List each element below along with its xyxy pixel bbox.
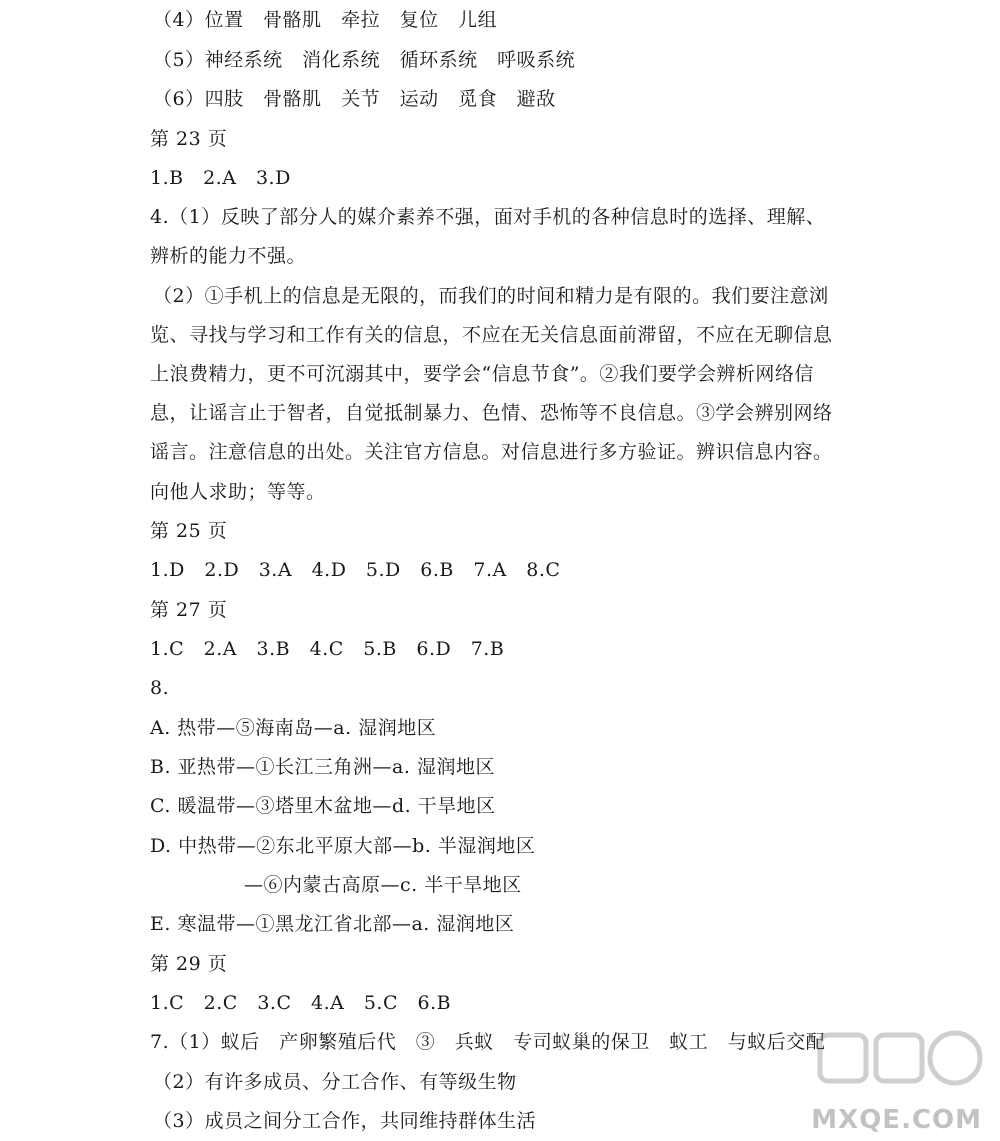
match-row-c: C. 暖温带—③塔里木盆地—d. 干旱地区: [150, 795, 496, 817]
text-line-8: （2）①手机上的信息是无限的，而我们的时间和精力是有限的。我们要注意浏: [153, 285, 829, 307]
section-heading-p25: 第 25 页: [150, 520, 228, 542]
text-line-6: 4.（1）反映了部分人的媒介素养不强，面对手机的各种信息时的选择、理解、: [150, 206, 826, 228]
text-line-2: （5）神经系统 消化系统 循环系统 呼吸系统: [153, 49, 576, 71]
answers-p27: 1.C 2.A 3.B 4.C 5.B 6.D 7.B: [150, 638, 505, 660]
answers-p29: 1.C 2.C 3.C 4.A 5.C 6.B: [150, 992, 452, 1014]
text-line-29: （3）成员之间分工合作，共同维持群体生活: [153, 1110, 537, 1132]
match-row-a: A. 热带—⑤海南岛—a. 湿润地区: [150, 717, 437, 739]
watermark-site-text: MXQE.COM: [811, 1105, 982, 1135]
match-row-e: E. 寒温带—①黑龙江省北部—a. 湿润地区: [150, 913, 515, 935]
text-line-13: 向他人求助；等等。: [150, 481, 326, 503]
section-heading-p29: 第 29 页: [150, 953, 228, 975]
text-line-27: 7.（1）蚁后 产卵繁殖后代 ③ 兵蚁 专司蚁巢的保卫 蚁工 与蚁后交配: [150, 1031, 826, 1053]
text-line-28: （2）有许多成员、分工合作、有等级生物: [153, 1071, 517, 1093]
section-heading-p23: 第 23 页: [150, 128, 228, 150]
text-line-11: 息，让谣言止于智者，自觉抵制暴力、色情、恐怖等不良信息。③学会辨别网络: [150, 402, 833, 424]
section-heading-p27: 第 27 页: [150, 599, 228, 621]
answers-p23: 1.B 2.A 3.D: [150, 167, 291, 189]
text-line-1: （4）位置 骨骼肌 牵拉 复位 儿组: [153, 9, 498, 31]
question-8-number: 8.: [150, 677, 170, 699]
text-line-3: （6）四肢 骨骼肌 关节 运动 觅食 避敌: [153, 88, 556, 110]
match-row-b: B. 亚热带—①长江三角洲—a. 湿润地区: [150, 756, 495, 778]
match-row-d-continued: —⑥内蒙古高原—c. 半干旱地区: [244, 874, 522, 896]
text-line-9: 览、寻找与学习和工作有关的信息，不应在无关信息面前滞留，不应在无聊信息: [150, 324, 833, 346]
answers-p25: 1.D 2.D 3.A 4.D 5.D 6.B 7.A 8.C: [150, 559, 561, 581]
text-line-7: 辨析的能力不强。: [150, 245, 307, 267]
text-line-10: 上浪费精力，更不可沉溺其中，要学会“信息节食”。②我们要学会辨析网络信: [150, 363, 814, 385]
match-row-d: D. 中热带—②东北平原大部—b. 半湿润地区: [150, 835, 536, 857]
text-line-12: 谣言。注意信息的出处。关注官方信息。对信息进行多方验证。辨识信息内容。: [150, 441, 833, 463]
